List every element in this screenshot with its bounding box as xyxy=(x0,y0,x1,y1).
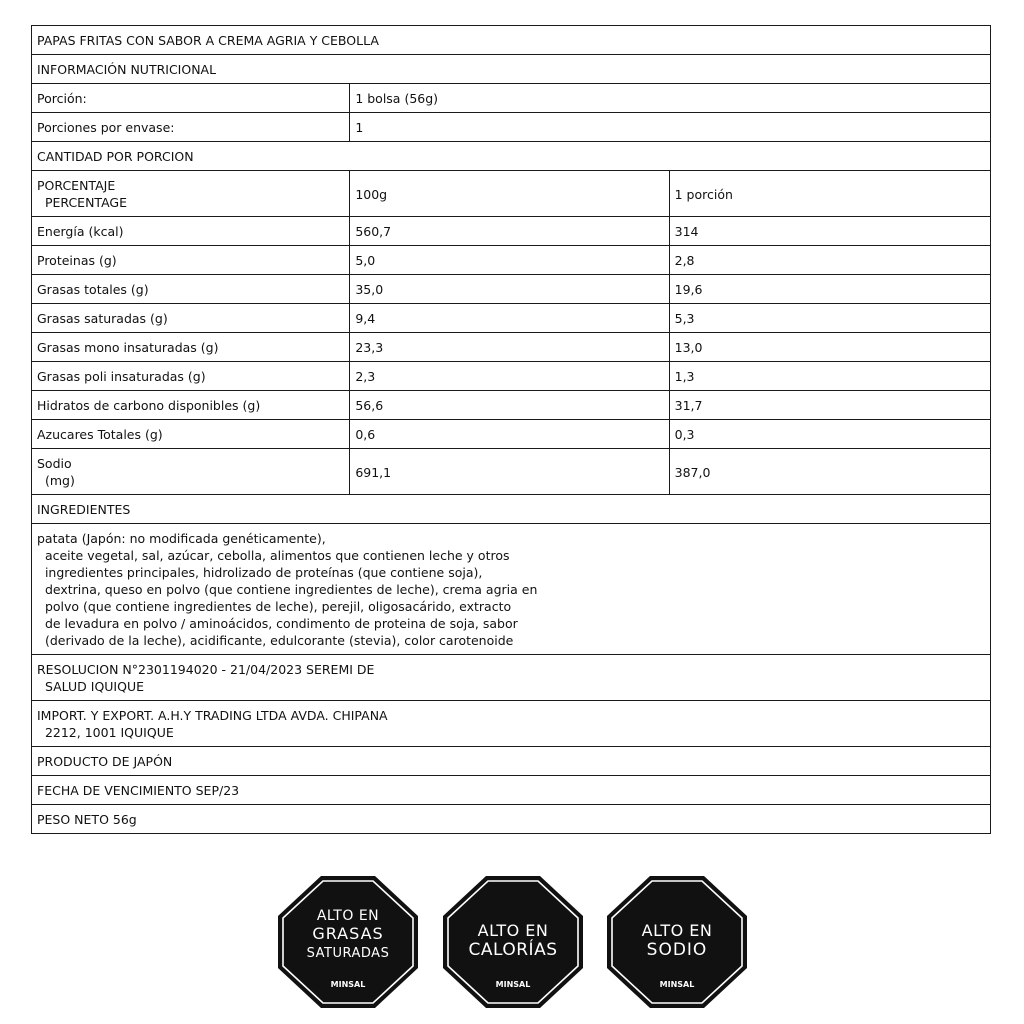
nutrient-row xyxy=(32,333,991,362)
importer-row xyxy=(32,701,991,747)
seal-line: GRASAS xyxy=(312,924,384,943)
nutrient-name: Sodio (mg) xyxy=(32,449,350,495)
product-name-row xyxy=(32,26,991,55)
nutrient-name: Energía (kcal) xyxy=(32,217,350,246)
expiry-text: FECHA DE VENCIMIENTO SEP/23 xyxy=(32,776,991,805)
nutrient-row xyxy=(32,217,991,246)
nutrient-per-portion: 5,3 xyxy=(669,304,990,333)
nutrient-name: Grasas totales (g) xyxy=(32,275,350,304)
octagon-seal-icon xyxy=(607,876,747,1008)
nutrient-name: Grasas saturadas (g) xyxy=(32,304,350,333)
resolution-text: RESOLUCION N°2301194020 - 21/04/2023 SEREMI DE SALUD IQUIQUE xyxy=(32,655,991,701)
nutrient-per-portion: 13,0 xyxy=(669,333,990,362)
nutrient-row xyxy=(32,246,991,275)
nutrient-name: Grasas mono insaturadas (g) xyxy=(32,333,350,362)
nutrient-per-100g: 560,7 xyxy=(350,217,669,246)
nutrient-per-portion: 314 xyxy=(669,217,990,246)
nutrient-per-portion: 1,3 xyxy=(669,362,990,391)
column-header-row xyxy=(32,171,991,217)
nutrient-row xyxy=(32,304,991,333)
seal-footer: MINSAL xyxy=(659,980,695,989)
octagon-seal-icon xyxy=(278,876,418,1008)
servings-per-container-row xyxy=(32,113,991,142)
nutrition-title-row xyxy=(32,55,991,84)
octagon-seal-icon xyxy=(443,876,583,1008)
percentage-header: PORCENTAJE PERCENTAGE xyxy=(32,171,350,217)
serving-label: Porción: xyxy=(32,84,350,113)
nutrient-name: Proteinas (g) xyxy=(32,246,350,275)
nutrient-row xyxy=(32,362,991,391)
seal-footer: MINSAL xyxy=(495,980,531,989)
nutrient-per-portion: 19,6 xyxy=(669,275,990,304)
ingredients-text: patata (Japón: no modificada genéticamente), aceite vegetal, sal, azúcar, cebolla, alimentos que contienen leche y otros ingredientes principales, hidrolizado de proteínas (que contiene soja), dextrina, queso en polvo (que contiene ingredientes de leche), crema agria en polvo (que contiene ingredientes de leche), perejil, oligosacárido, extracto de levadura en polvo / aminoácidos, condimento de proteina de soja, sabor (derivado de la leche), acidificante, edulcorante (stevia), color carotenoide xyxy=(32,524,991,655)
nutrient-row xyxy=(32,420,991,449)
per-100g-header: 100g xyxy=(350,171,669,217)
seal-high-calories xyxy=(443,876,583,1008)
seal-line: SATURADAS xyxy=(306,946,390,961)
net-weight-row xyxy=(32,805,991,834)
amount-per-serving: CANTIDAD POR PORCION xyxy=(32,142,991,171)
warning-seals xyxy=(0,876,1024,1008)
seal-high-saturated-fat xyxy=(278,876,418,1008)
origin-row xyxy=(32,747,991,776)
nutrient-per-100g: 0,6 xyxy=(350,420,669,449)
nutrient-row xyxy=(32,449,991,495)
ingredients-title: INGREDIENTES xyxy=(32,495,991,524)
seal-footer: MINSAL xyxy=(330,980,366,989)
nutrition-title: INFORMACIÓN NUTRICIONAL xyxy=(32,55,991,84)
nutrient-per-100g: 9,4 xyxy=(350,304,669,333)
nutrient-per-portion: 387,0 xyxy=(669,449,990,495)
seal-high-sodium xyxy=(607,876,747,1008)
importer-text: IMPORT. Y EXPORT. A.H.Y TRADING LTDA AVDA. CHIPANA 2212, 1001 IQUIQUE xyxy=(32,701,991,747)
amount-per-serving-row xyxy=(32,142,991,171)
seal-line: CALORÍAS xyxy=(468,940,558,960)
seal-line: ALTO EN xyxy=(477,921,549,940)
seal-line: ALTO EN xyxy=(316,908,380,924)
nutrition-label xyxy=(31,25,991,834)
ingredients-title-row xyxy=(32,495,991,524)
resolution-row xyxy=(32,655,991,701)
net-weight-text: PESO NETO 56g xyxy=(32,805,991,834)
nutrient-row xyxy=(32,275,991,304)
seal-line: ALTO EN xyxy=(641,921,713,940)
nutrient-per-100g: 23,3 xyxy=(350,333,669,362)
per-portion-header: 1 porción xyxy=(669,171,990,217)
nutrient-per-100g: 56,6 xyxy=(350,391,669,420)
nutrient-per-100g: 2,3 xyxy=(350,362,669,391)
nutrient-per-portion: 0,3 xyxy=(669,420,990,449)
nutrient-per-100g: 35,0 xyxy=(350,275,669,304)
servings-per-container-value: 1 xyxy=(350,113,991,142)
nutrient-per-portion: 31,7 xyxy=(669,391,990,420)
product-name: PAPAS FRITAS CON SABOR A CREMA AGRIA Y CEBOLLA xyxy=(32,26,991,55)
serving-row xyxy=(32,84,991,113)
nutrient-name: Azucares Totales (g) xyxy=(32,420,350,449)
nutrient-row xyxy=(32,391,991,420)
servings-per-container-label: Porciones por envase: xyxy=(32,113,350,142)
nutrition-table xyxy=(31,25,991,834)
nutrient-name: Hidratos de carbono disponibles (g) xyxy=(32,391,350,420)
nutrient-per-100g: 691,1 xyxy=(350,449,669,495)
nutrient-per-portion: 2,8 xyxy=(669,246,990,275)
serving-value: 1 bolsa (56g) xyxy=(350,84,991,113)
origin-text: PRODUCTO DE JAPÓN xyxy=(32,747,991,776)
nutrient-per-100g: 5,0 xyxy=(350,246,669,275)
seal-line: SODIO xyxy=(646,940,708,960)
expiry-row xyxy=(32,776,991,805)
nutrient-name: Grasas poli insaturadas (g) xyxy=(32,362,350,391)
ingredients-row xyxy=(32,524,991,655)
